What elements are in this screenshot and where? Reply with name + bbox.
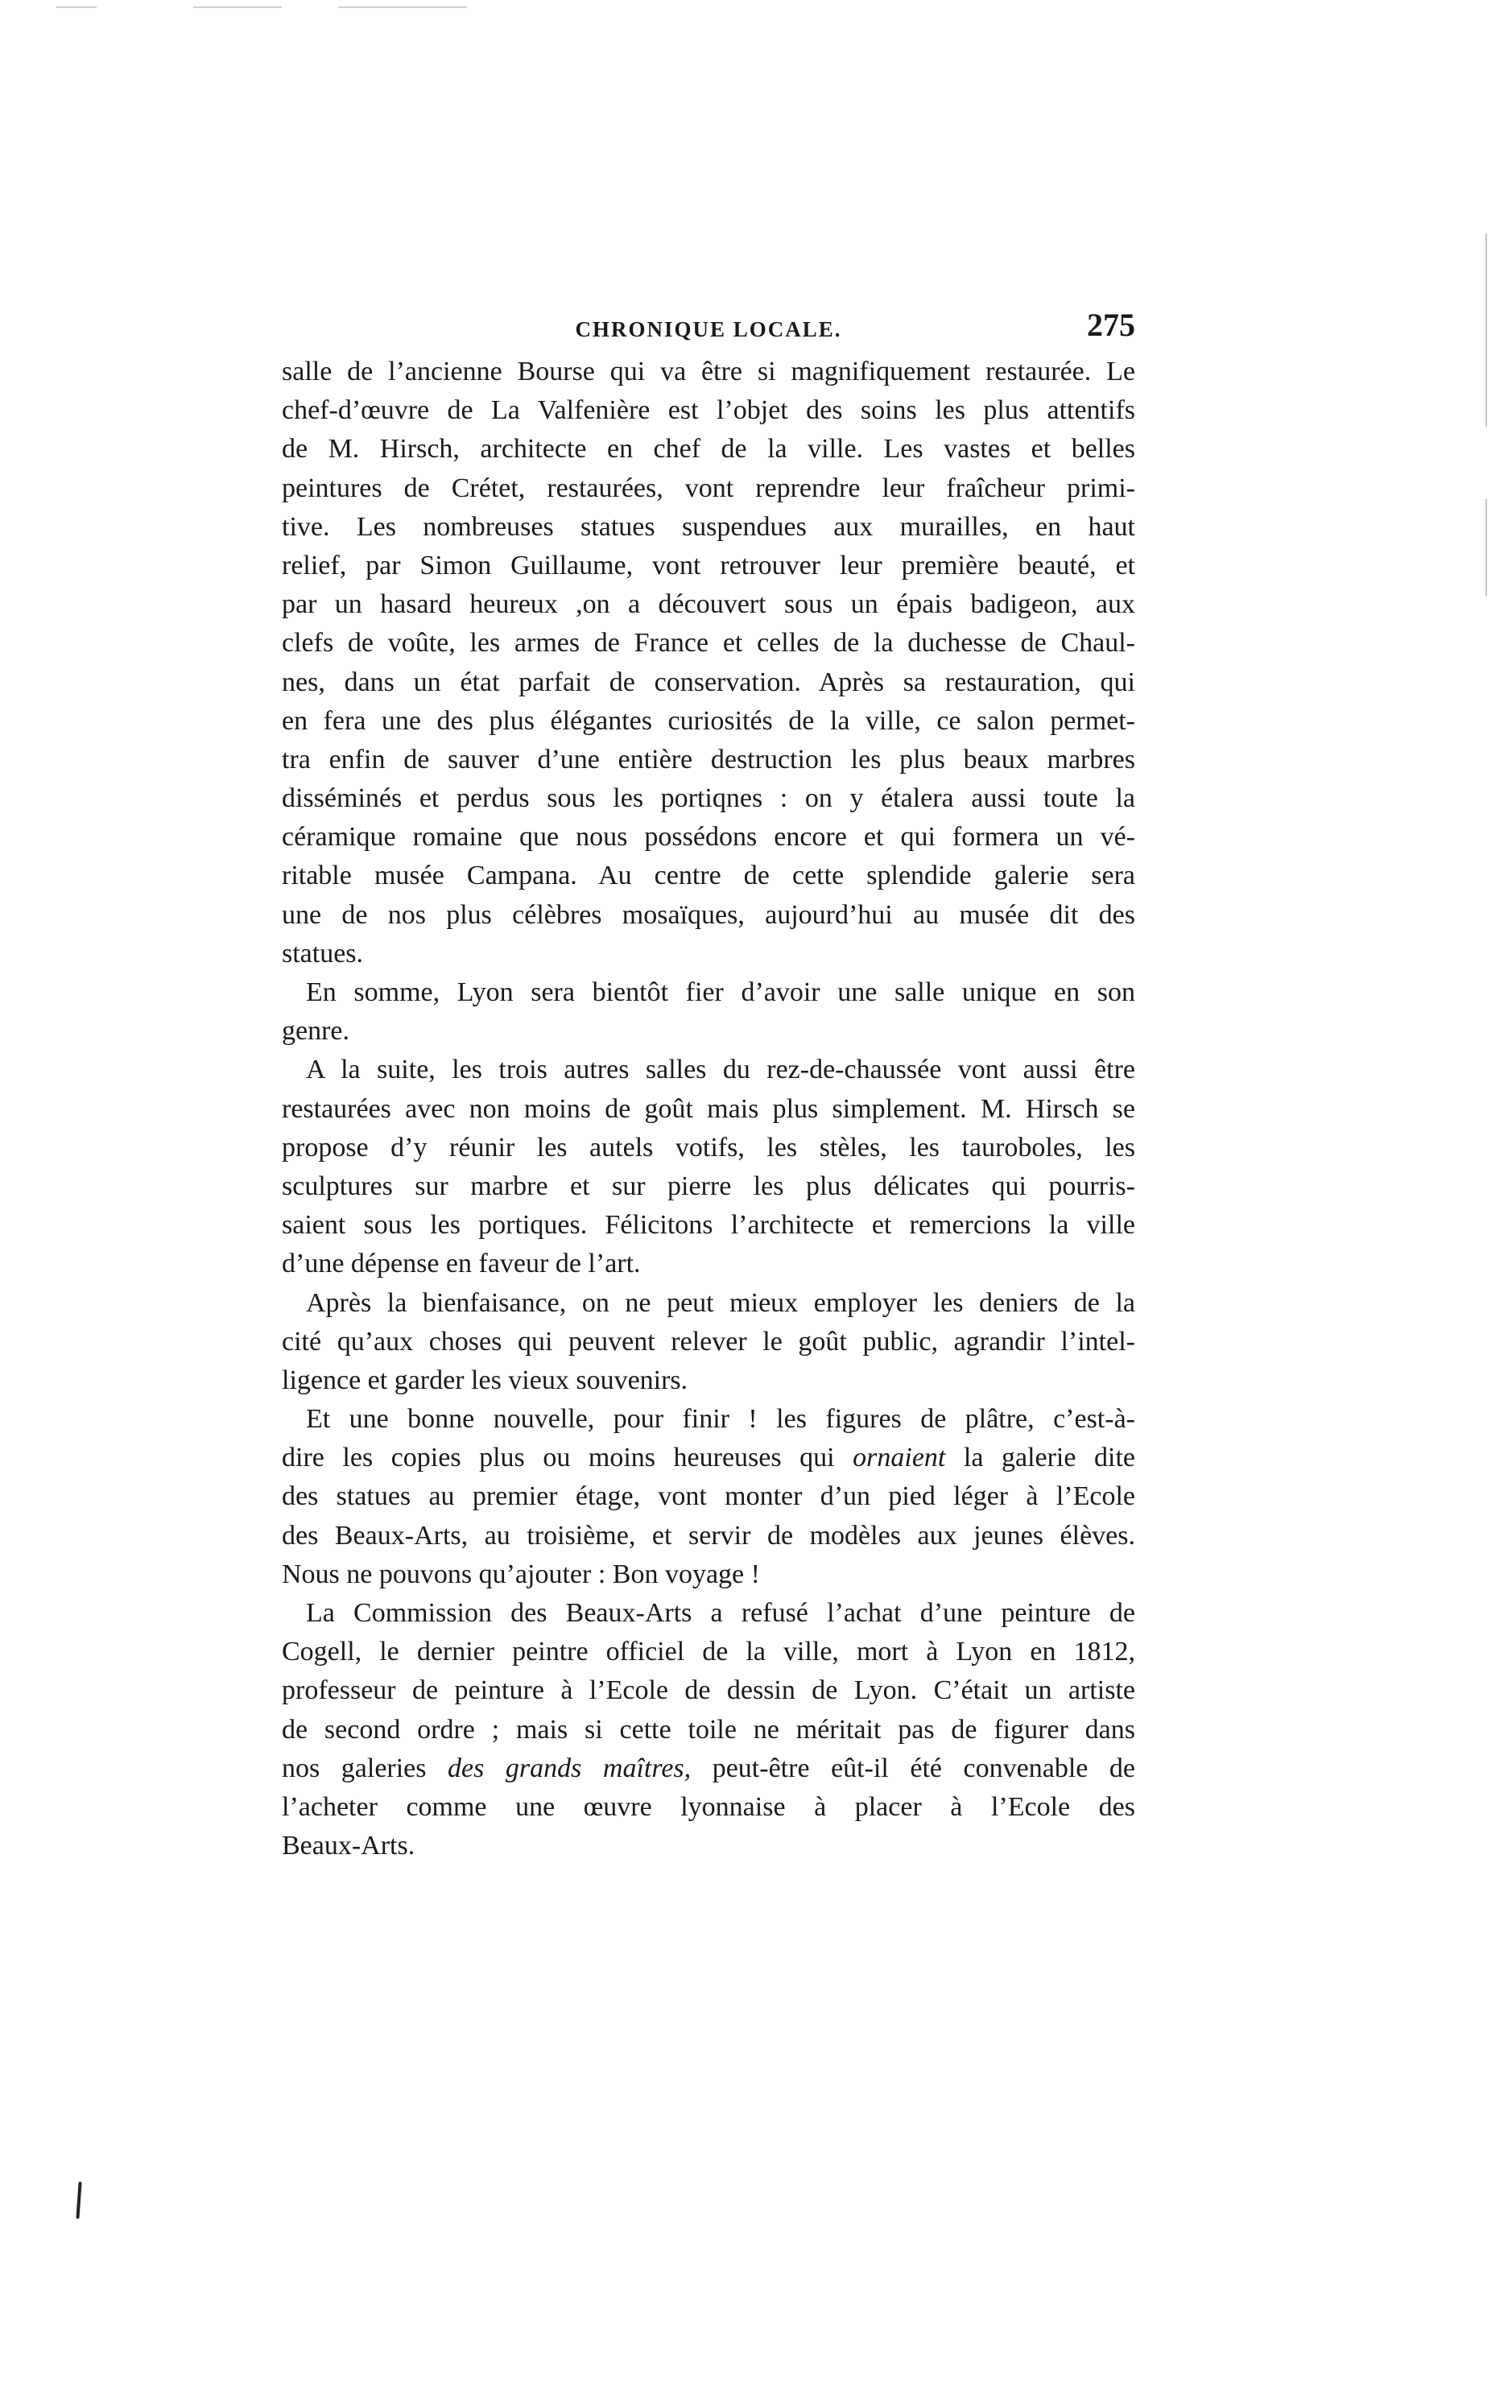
text-segment: peut-être eût-il été convenable de [712,1753,1135,1783]
text-line: professeur de peinture à l’Ecole de dessin de Lyon. C’était un artiste [282,1675,1135,1706]
paragraph [282,1051,1135,1283]
text-line: en fera une des plus élégantes curiosités de la ville, ce salon permet- [282,705,1135,736]
text-line: cité qu’aux choses qui peuvent relever le goût public, agrandir l’intel- [282,1326,1135,1357]
paragraph [282,353,1135,973]
text-line: saient sous les portiques. Félicitons l’architecte et remercions la ville [282,1210,1135,1241]
text-line: propose d’y réunir les autels votifs, les stèles, les tauroboles, les [282,1132,1135,1163]
running-header [282,306,1135,348]
text-line: une de nos plus célèbres mosaïques, aujourd’hui au musée dit des [282,899,1135,930]
text-line: restaurées avec non moins de goût mais plus simplement. M. Hirsch se [282,1093,1135,1124]
paragraph [282,1284,1135,1401]
running-header-title: CHRONIQUE LOCALE. [575,317,842,341]
text-line: statues. [282,938,364,969]
paragraph [282,1400,1135,1594]
scan-margin-rule [1485,233,1487,427]
scan-edge-mark [193,6,282,8]
body-text [282,353,1135,1865]
text-line: Et une bonne nouvelle, pour finir ! les figures de plâtre, c’est-à- [306,1404,1135,1435]
italic-word: ornaient [853,1443,946,1473]
text-line [282,1749,1135,1788]
text-line: clefs de voûte, les armes de France et celles de la duchesse de Chaul- [282,628,1135,659]
text-line: ligence et garder les vieux souvenirs. [282,1365,688,1395]
text-line: Beaux-Arts. [282,1831,415,1861]
text-line: relief, par Simon Guillaume, vont retrouver leur première beauté, et [282,550,1135,580]
text-line: d’une dépense en faveur de l’art. [282,1249,641,1279]
text-line: tive. Les nombreuses statues suspendues aux murailles, en haut [282,511,1135,542]
text-line: chef-d’œuvre de La Valfenière est l’objet des soins les plus attentifs [282,395,1135,426]
text-line: tra enfin de sauver d’une entière destruction les plus beaux marbres [282,744,1135,774]
text-line: A la suite, les trois autres salles du rez-de-chaussée vont aussi être [306,1055,1135,1085]
text-line: des statues au premier étage, vont monter d’un pied léger à l’Ecole [282,1481,1135,1512]
scan-edge-mark [56,6,97,8]
text-line: La Commission des Beaux-Arts a refusé l’achat d’une peinture de [306,1598,1135,1628]
text-line: peintures de Crétet, restaurées, vont reprendre leur fraîcheur primi- [282,473,1135,503]
text-line: de second ordre ; mais si cette toile ne méritait pas de figurer dans [282,1714,1135,1745]
page-text-block [282,306,1135,1865]
text-line: salle de l’ancienne Bourse qui va être si magnifiquement restaurée. Le [282,357,1135,386]
text-line: disséminés et perdus sous les portiqnes : on y étalera aussi toute la [282,783,1135,814]
text-line: Cogell, le dernier peintre officiel de la ville, mort à Lyon en 1812, [282,1637,1135,1667]
text-line: des Beaux-Arts, au troisième, et servir de modèles aux jeunes élèves. [282,1520,1135,1551]
text-line: sculptures sur marbre et sur pierre les plus délicates qui pourris- [282,1171,1135,1201]
text-line: de M. Hirsch, architecte en chef de la ville. Les vastes et belles [282,434,1135,465]
text-line [282,1439,1135,1477]
italic-phrase: des grands maîtres, [448,1753,692,1783]
text-segment: nos galeries [282,1753,427,1783]
text-segment: la galerie dite [963,1443,1135,1473]
text-line: l’acheter comme une œuvre lyonnaise à placer à l’Ecole des [282,1791,1135,1822]
page-number: 275 [1087,307,1135,343]
text-line: Après la bienfaisance, on ne peut mieux employer les deniers de la [306,1287,1135,1318]
text-segment: dire les copies plus ou moins heureuses qui [282,1443,835,1473]
text-line: genre. [282,1016,350,1047]
paragraph [282,973,1135,1051]
text-line: En somme, Lyon sera bientôt fier d’avoir une salle unique en son [306,977,1135,1007]
text-line: par un hasard heureux ,on a découvert sous un épais badigeon, aux [282,589,1135,620]
text-line: Nous ne pouvons qu’ajouter : Bon voyage ! [282,1559,760,1589]
scan-edge-mark [338,6,467,8]
text-line: céramique romaine que nous possédons encore et qui formera un vé- [282,822,1135,853]
paragraph [282,1594,1135,1865]
text-line: nes, dans un état parfait de conservation. Après sa restauration, qui [282,667,1135,697]
scan-ink-mark [76,2182,81,2219]
text-line: ritable musée Campana. Au centre de cette splendide galerie sera [282,861,1135,891]
scan-margin-rule [1485,499,1487,596]
